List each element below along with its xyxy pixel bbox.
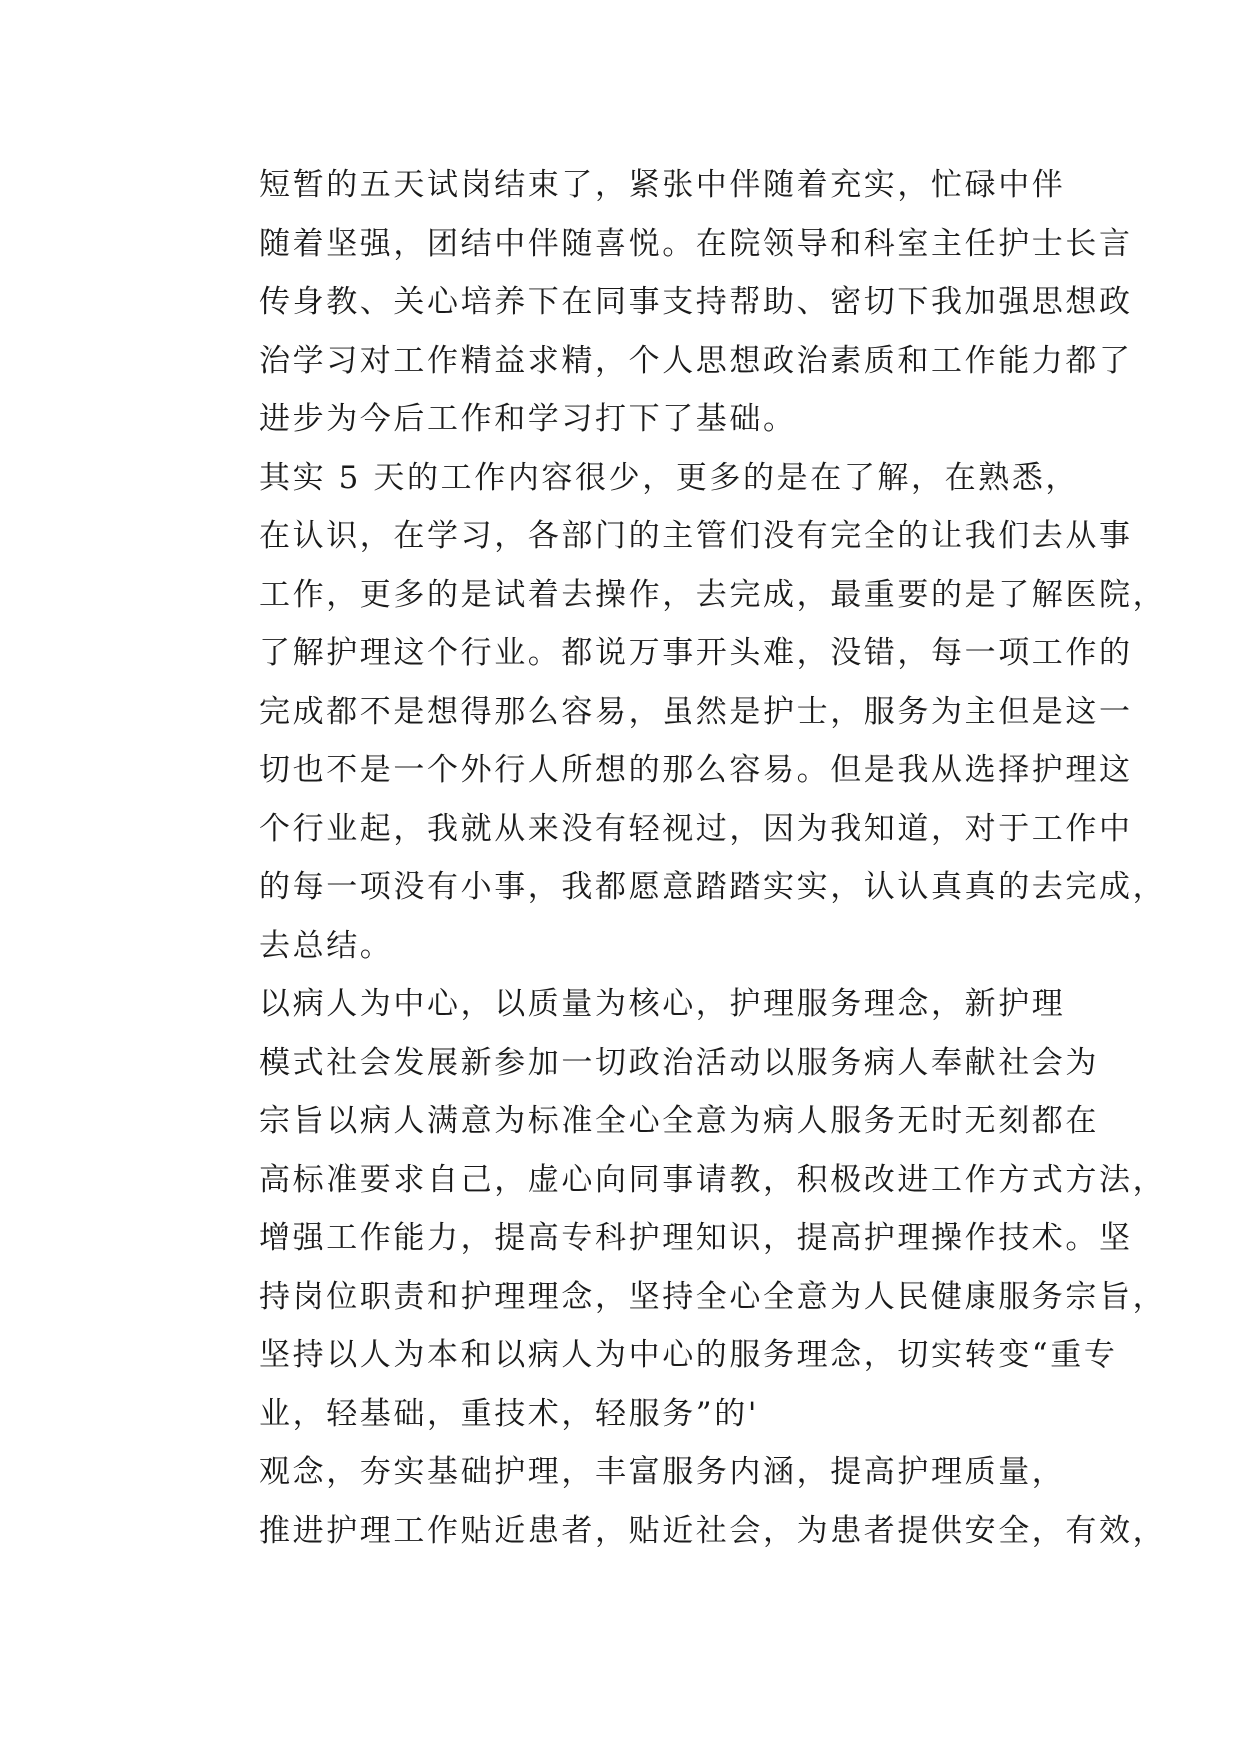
document-body — [193, 156, 1167, 1560]
paragraph-3 — [193, 975, 1167, 1443]
text-line: 高标准要求自己，虚心向同事请教，积极改进工作方式方法， — [259, 1161, 1167, 1198]
text-line: 宗旨以病人满意为标准全心全意为病人服务无时无刻都在 — [259, 1103, 1099, 1139]
text-line: 进步为今后工作和学习打下了基础。 — [259, 401, 797, 437]
paragraph-2 — [193, 449, 1167, 976]
text-line: 传身教、关心培养下在同事支持帮助、密切下我加强思想政 — [259, 284, 1133, 320]
text-line: 了解护理这个行业。都说万事开头难，没错，每一项工作的 — [259, 635, 1133, 671]
paragraph-4 — [193, 1443, 1167, 1560]
paragraph-1 — [193, 156, 1133, 449]
text-line: 推进护理工作贴近患者，贴近社会，为患者提供安全，有效， — [259, 1512, 1167, 1549]
text-line: 治学习对工作精益求精，个人思想政治素质和工作能力都了 — [259, 342, 1133, 379]
text-line: 坚持以人为本和以病人为中心的服务理念，切实转变“重专 — [259, 1337, 1118, 1373]
text-line: 完成都不是想得那么容易，虽然是护士，服务为主但是这一 — [259, 693, 1133, 730]
text-line: 增强工作能力，提高专科护理知识，提高护理操作技术。坚 — [259, 1220, 1133, 1256]
text-line: 短暂的五天试岗结束了，紧张中伴随着充实，忙碌中伴 — [259, 167, 1066, 203]
text-line: 的每一项没有小事，我都愿意踏踏实实，认认真真的去完成， — [259, 869, 1167, 905]
text-line: 其实 5 天的工作内容很少，更多的是在了解，在熟悉， — [259, 459, 1080, 496]
text-line: 持岗位职责和护理理念，坚持全心全意为人民健康服务宗旨， — [259, 1278, 1167, 1315]
text-line: 切也不是一个外行人所想的那么容易。但是我从选择护理这 — [259, 752, 1133, 788]
text-line: 模式社会发展新参加一切政治活动以服务病人奉献社会为 — [259, 1044, 1099, 1081]
text-line: 随着坚强，团结中伴随喜悦。在院领导和科室主任护士长言 — [259, 225, 1133, 262]
text-line: 去总结。 — [259, 927, 394, 964]
text-line: 观念，夯实基础护理，丰富服务内涵，提高护理质量， — [259, 1454, 1066, 1490]
text-line: 以病人为中心，以质量为核心，护理服务理念，新护理 — [259, 986, 1066, 1022]
text-line: 在认识，在学习，各部门的主管们没有完全的让我们去从事 — [259, 518, 1133, 554]
text-line: 工作，更多的是试着去操作，去完成，最重要的是了解医院， — [259, 576, 1167, 613]
text-line: 个行业起，我就从来没有轻视过，因为我知道，对于工作中 — [259, 810, 1133, 847]
text-line: 业，轻基础，重技术，轻服务”的' — [259, 1395, 759, 1432]
